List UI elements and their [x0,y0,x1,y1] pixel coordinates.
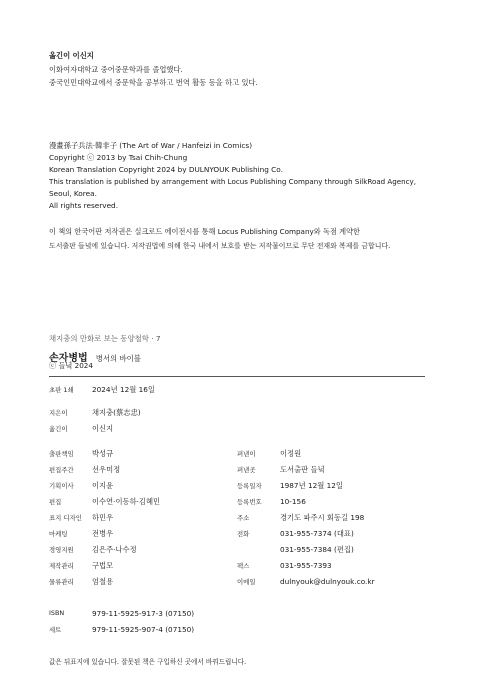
publisher-row [237,577,437,589]
staff-label: 마케팅 [49,530,68,538]
staff-row [49,577,229,589]
staff-value: 이수연·이동하·김혜민 [92,497,161,506]
publisher-value: 031-955-7384 (편집) [280,545,354,554]
translator-value: 이신지 [92,424,114,433]
staff-value: 박성규 [92,449,114,458]
staff-value: 하민우 [92,513,114,522]
staff-label: 편집주간 [49,466,74,474]
staff-row [49,481,229,493]
rights-notice [49,225,390,253]
translator-row [49,424,429,436]
staff-label: 출판책임 [49,450,74,458]
translator-bio-line: 이화여자대학교 중어중문학과를 졸업했다. [49,64,183,74]
notice-line: 도서출판 들녘에 있습니다. 저작권법에 의해 한국 내에서 보호를 받는 저작물이므로 무단 전재와 복제를 금합니다. [49,242,391,250]
author-row [49,408,429,420]
staff-label: 표지 디자인 [49,514,82,522]
translator-heading: 옮긴이 이신지 [49,51,94,60]
publisher-value: 10-156 [280,497,306,506]
staff-label: 편집 [49,498,62,506]
staff-label: 기획이사 [49,482,74,490]
rights-line: Seoul, Korea. [49,189,97,198]
publisher-row [237,481,437,493]
publisher-value: 1987년 12월 12일 [280,481,343,490]
staff-row [49,497,229,509]
book-title: 손자병법 [49,353,88,364]
staff-row [49,449,229,461]
isbn-label: ISBN [49,609,65,617]
staff-label: 물류관리 [49,578,74,586]
staff-value: 이지윤 [92,481,114,490]
footer-notice: 값은 뒤표지에 있습니다. 잘못된 책은 구입하신 곳에서 바꿔드립니다. [49,658,247,666]
notice-line: 이 책의 한국어판 저작권은 실크로드 에이전시를 통해 Locus Publishing Company와 독점 계약한 [49,227,360,236]
staff-value: 전병우 [92,529,114,538]
staff-row [49,529,229,541]
author-value: 채지충(蔡志忠) [92,408,141,417]
staff-value: 선우미정 [92,465,121,474]
author-label: 지은이 [49,409,68,417]
staff-label: 제작관리 [49,562,74,570]
publisher-label: 등록번호 [237,498,262,506]
staff-row [49,545,229,557]
publisher-row [237,497,437,509]
divider [49,376,425,377]
isbn-value: 979-11-5925-917-3 (07150) [92,609,195,618]
publisher-value: 경기도 파주시 회동길 198 [280,513,365,522]
series-name: 채지충의 만화로 보는 동양철학 · 7 [49,334,161,343]
first-edition-row [49,385,429,397]
publisher-label: 주소 [237,514,250,522]
isbn-set-value: 979-11-5925-907-4 (07150) [92,625,195,634]
translator-label: 옮긴이 [49,425,68,433]
publisher-label: 전화 [237,530,250,538]
publisher-label: 팩스 [237,562,250,570]
staff-value: 김은주·나수정 [92,545,137,554]
publisher-row [237,529,437,541]
first-edition-value: 2024년 12월 16일 [92,385,155,394]
publisher-label: 펴낸이 [237,450,256,458]
publisher-value: dulnyouk@dulnyouk.co.kr [280,577,375,586]
staff-label: 경영지원 [49,546,74,554]
first-edition-label: 초판 1쇄 [49,386,74,394]
publisher-value: 도서출판 들녘 [280,465,325,474]
staff-row [49,513,229,525]
publisher-value: 031-955-7374 (대표) [280,529,354,538]
publisher-label: 등록일자 [237,482,262,490]
book-subtitle: 병서의 바이블 [95,354,141,363]
publisher-label: 펴낸곳 [237,466,256,474]
isbn-row [49,609,349,621]
translator-section [49,50,258,90]
publisher-row [237,449,437,461]
rights-section [49,140,416,212]
staff-row [49,465,229,477]
rights-line: Korean Translation Copyright 2024 by DULNYOUK Publishing Co. [49,165,283,174]
staff-value: 엄철용 [92,577,114,586]
publisher-label: 이메일 [237,578,256,586]
isbn-set-row [49,625,349,637]
rights-line: Copyright ⓒ 2013 by Tsai Chih-Chung [49,153,188,162]
publisher-row [237,561,437,573]
publisher-row [237,545,437,557]
isbn-set-label: 세트 [49,626,62,634]
publisher-row [237,513,437,525]
publisher-value: 031-955-7393 [280,561,332,570]
book-copyright: ⓒ 들녘 2024 [49,361,93,370]
rights-line: This translation is published by arrangement with Locus Publishing Company through SilkRoad Agency, [49,177,416,186]
staff-row [49,561,229,573]
publisher-value: 이정원 [280,449,302,458]
staff-value: 구법모 [92,561,114,570]
translator-bio-line: 중국인민대학교에서 중문학을 공부하고 번역 활동 등을 하고 있다. [49,78,258,87]
original-title: 漫畫孫子兵法‧韓非子 (The Art of War / Hanfeizi in Comics) [49,141,253,150]
publisher-row [237,465,437,477]
rights-line: All rights reserved. [49,201,119,210]
